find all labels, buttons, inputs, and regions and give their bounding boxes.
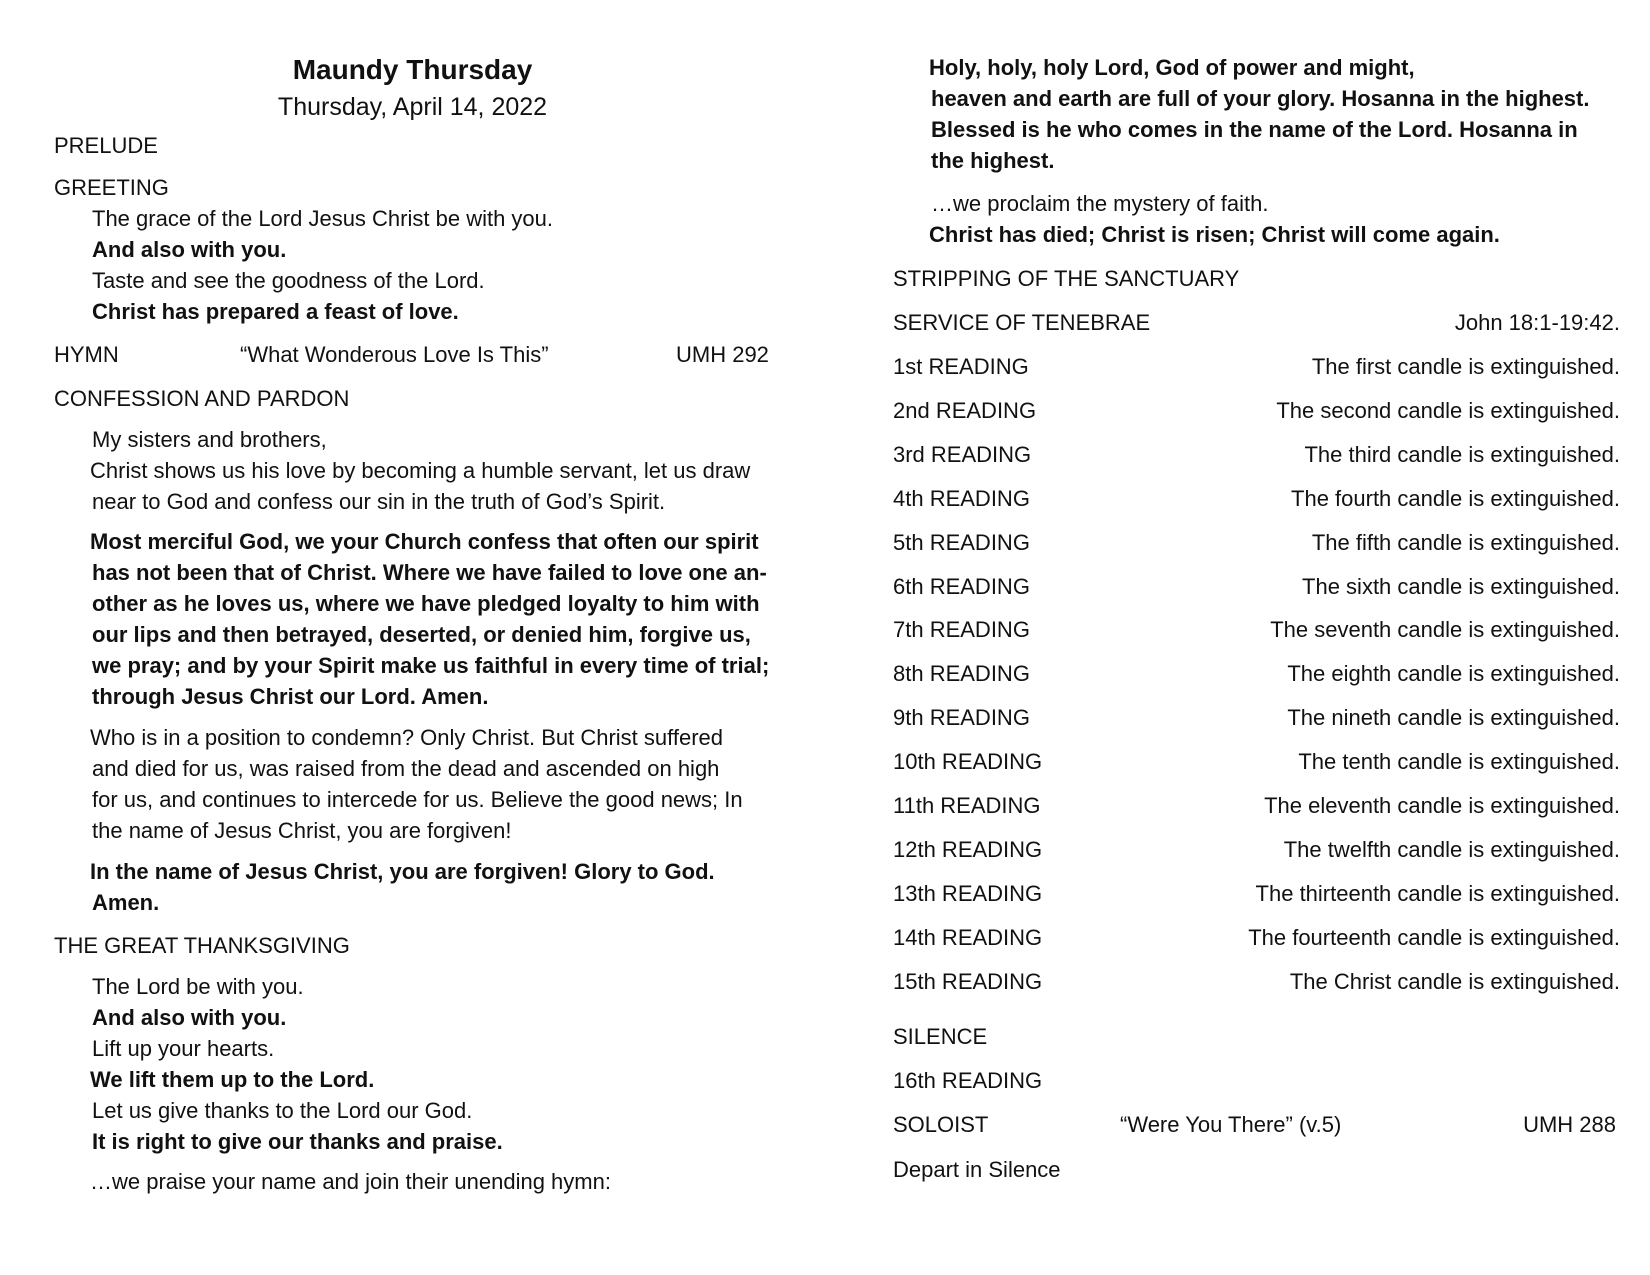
reading-candle-note: The tenth candle is extinguished.	[1298, 749, 1620, 774]
reading-candle-note: The sixth candle is extinguished.	[1302, 574, 1620, 599]
thanksgiving-line: Lift up your hearts.	[92, 1036, 275, 1061]
mystery-line: …we proclaim the mystery of faith.	[931, 191, 1269, 216]
confession-prayer-line: our lips and then betrayed, deserted, or denied him, forgive us,	[92, 622, 751, 647]
thanksgiving-line: Let us give thanks to the Lord our God.	[92, 1098, 473, 1123]
reading-candle-note: The fourth candle is extinguished.	[1291, 486, 1620, 511]
thanksgiving-line: The Lord be with you.	[92, 974, 304, 999]
reading-label: 9th READING	[893, 705, 1030, 730]
reading-label: 10th READING	[893, 749, 1043, 774]
sanctus-line: Blessed is he who comes in the name of the Lord. Hosanna in	[931, 117, 1578, 142]
reading-label: 1st READING	[893, 354, 1029, 379]
reading-label: 4th READING	[893, 486, 1030, 511]
reading-candle-note: The fourteenth candle is extinguished.	[1248, 925, 1620, 950]
greeting-line: The grace of the Lord Jesus Christ be with you.	[92, 206, 554, 231]
service-date: Thursday, April 14, 2022	[277, 93, 548, 121]
reading-candle-note: The eleventh candle is extinguished.	[1264, 793, 1620, 818]
reading-label: 2nd READING	[893, 398, 1037, 423]
thanksgiving-response: It is right to give our thanks and praise.	[92, 1129, 503, 1154]
soloist-song-title: “Were You There” (v.5)	[1120, 1112, 1342, 1137]
sanctus-line: heaven and earth are full of your glory. Hosanna in the highest.	[931, 86, 1590, 111]
reading-candle-note: The nineth candle is extinguished.	[1287, 705, 1620, 730]
reading-label: 6th READING	[893, 574, 1030, 599]
hymn-label: HYMN	[54, 342, 119, 367]
thanksgiving-response: We lift them up to the Lord.	[90, 1067, 375, 1092]
memorial-acclamation: Christ has died; Christ is risen; Christ will come again.	[929, 222, 1500, 247]
prelude-heading: PRELUDE	[54, 133, 158, 158]
reading-candle-note: The third candle is extinguished.	[1304, 442, 1620, 467]
pardon-response: Amen.	[92, 890, 160, 915]
greeting-response: Christ has prepared a feast of love.	[92, 299, 459, 324]
reading-candle-note: The seventh candle is extinguished.	[1270, 617, 1620, 642]
soloist-hymn-number: UMH 288	[1523, 1112, 1616, 1137]
reading-label: 8th READING	[893, 661, 1030, 686]
reading-candle-note: The Christ candle is extinguished.	[1289, 969, 1620, 994]
reading-label: 5th READING	[893, 530, 1030, 555]
silence-heading: SILENCE	[893, 1024, 988, 1049]
stripping-heading: STRIPPING OF THE SANCTUARY	[893, 266, 1240, 291]
reading-label: 14th READING	[893, 925, 1043, 950]
pardon-line: for us, and continues to intercede for us. Believe the good news; In	[92, 787, 743, 812]
greeting-response: And also with you.	[92, 237, 287, 262]
pardon-line: and died for us, was raised from the dead and ascended on high	[92, 756, 720, 781]
hymn-intro: …we praise your name and join their unending hymn:	[90, 1169, 611, 1194]
reading-label: 12th READING	[893, 837, 1043, 862]
reading-label: 3rd READING	[893, 442, 1032, 467]
sanctus-line: the highest.	[931, 148, 1055, 173]
confession-prayer-line: has not been that of Christ. Where we have failed to love one an-	[92, 560, 767, 585]
page-title: Maundy Thursday	[292, 54, 533, 85]
confession-prayer-line: other as he loves us, where we have pledged loyalty to him with	[92, 591, 760, 616]
tenebrae-reference: John 18:1-19:42.	[1454, 310, 1620, 335]
hymn-title: “What Wonderous Love Is This”	[240, 342, 549, 367]
reading-candle-note: The first candle is extinguished.	[1311, 354, 1620, 379]
pardon-line: the name of Jesus Christ, you are forgiven!	[92, 818, 512, 843]
tenebrae-heading: SERVICE OF TENEBRAE	[893, 310, 1151, 335]
confession-prayer-line: through Jesus Christ our Lord. Amen.	[92, 684, 489, 709]
reading-candle-note: The second candle is extinguished.	[1276, 398, 1620, 423]
confession-intro-line: My sisters and brothers,	[92, 427, 327, 452]
reading-candle-note: The eighth candle is extinguished.	[1287, 661, 1620, 686]
reading-label: 13th READING	[893, 881, 1043, 906]
reading-candle-note: The twelfth candle is extinguished.	[1283, 837, 1620, 862]
hymn-number: UMH 292	[676, 342, 769, 367]
reading-label: 7th READING	[893, 617, 1030, 642]
greeting-heading: GREETING	[54, 175, 169, 200]
greeting-line: Taste and see the goodness of the Lord.	[92, 268, 485, 293]
thanksgiving-heading: THE GREAT THANKSGIVING	[54, 933, 350, 958]
thanksgiving-response: And also with you.	[92, 1005, 287, 1030]
confession-prayer-line: Most merciful God, we your Church confess that often our spirit	[90, 529, 759, 554]
reading-16: 16th READING	[893, 1068, 1043, 1093]
reading-label: 15th READING	[893, 969, 1043, 994]
confession-heading: CONFESSION AND PARDON	[54, 386, 350, 411]
confession-prayer-line: we pray; and by your Spirit make us faithful in every time of trial;	[92, 653, 770, 678]
reading-candle-note: The thirteenth candle is extinguished.	[1255, 881, 1620, 906]
confession-intro-line: near to God and confess our sin in the truth of God’s Spirit.	[92, 489, 666, 514]
reading-candle-note: The fifth candle is extinguished.	[1311, 530, 1620, 555]
reading-label: 11th READING	[893, 793, 1041, 818]
pardon-response: In the name of Jesus Christ, you are forgiven! Glory to God.	[90, 859, 715, 884]
soloist-label: SOLOIST	[893, 1112, 989, 1137]
confession-intro-line: Christ shows us his love by becoming a humble servant, let us draw	[90, 458, 751, 483]
sanctus-line: Holy, holy, holy Lord, God of power and might,	[929, 55, 1415, 80]
pardon-line: Who is in a position to condemn? Only Christ. But Christ suffered	[90, 725, 723, 750]
depart-line: Depart in Silence	[893, 1157, 1061, 1182]
